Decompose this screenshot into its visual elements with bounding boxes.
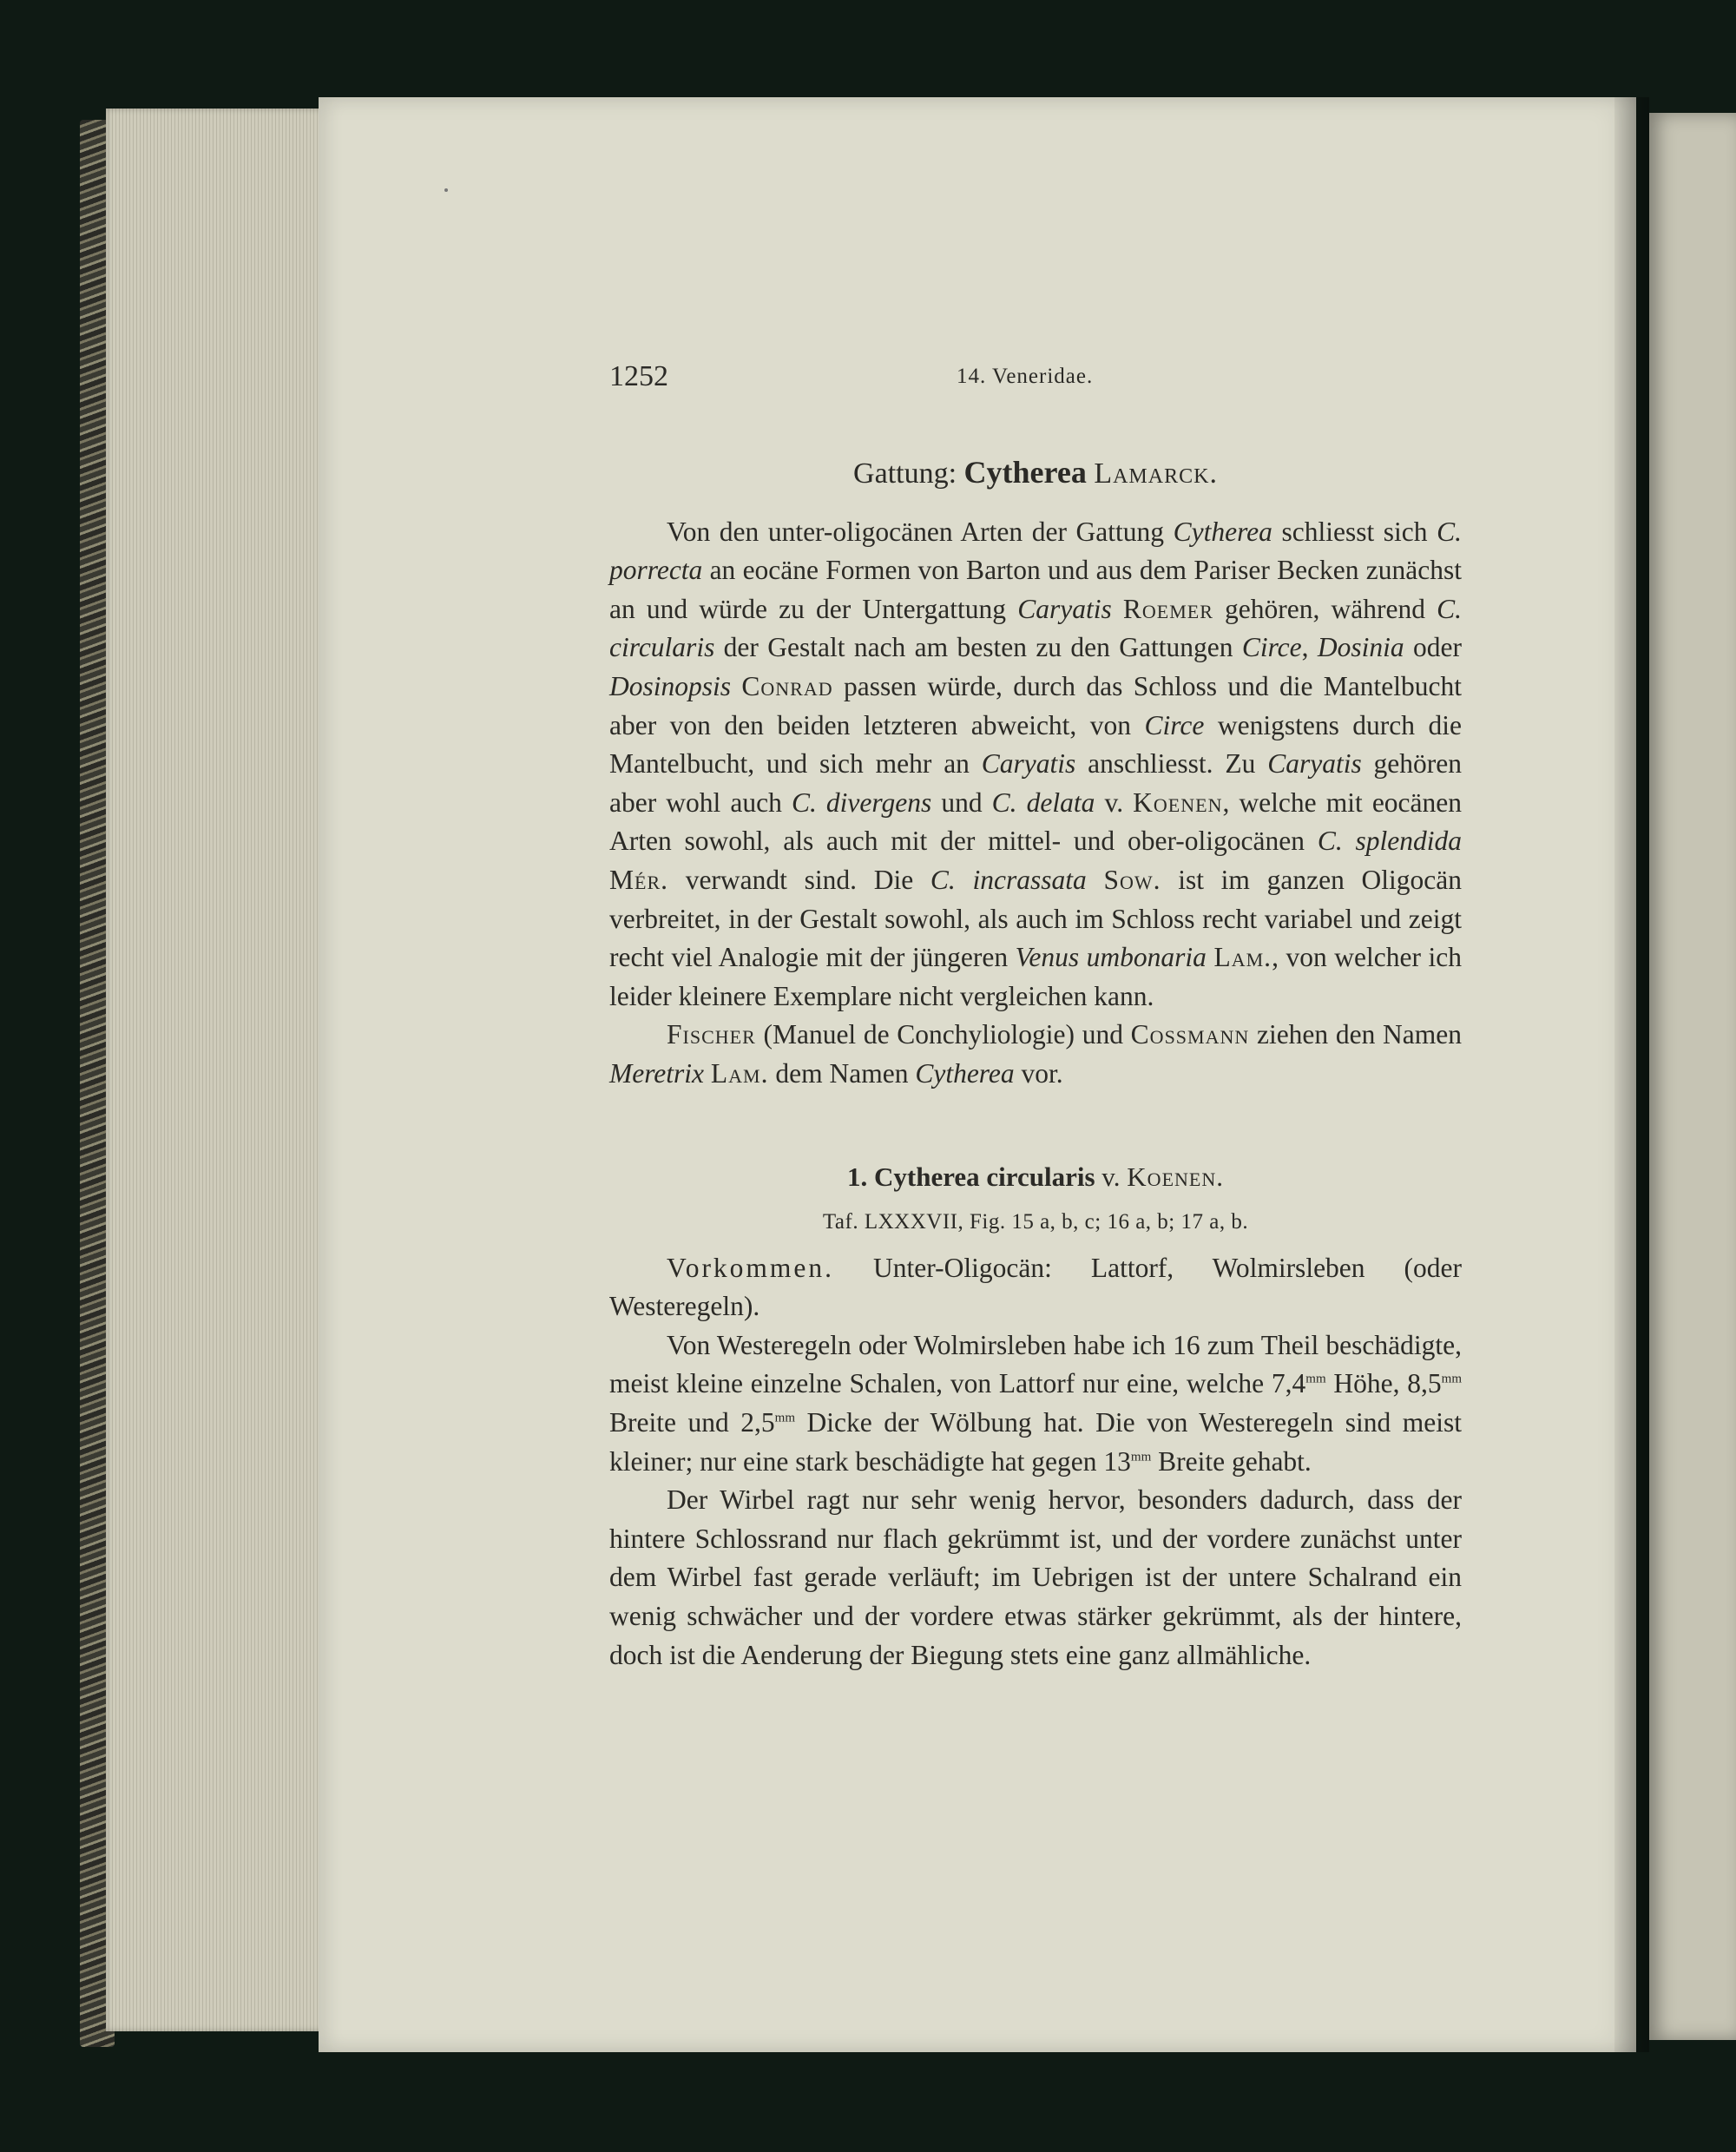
taxon-name: Circe	[1144, 709, 1205, 740]
species-author: Koenen.	[1127, 1161, 1224, 1192]
text-run: ,	[1301, 632, 1318, 663]
author-name: Conrad	[741, 670, 833, 701]
text-run: dem Namen	[768, 1057, 916, 1089]
taxon-name: C. circularis	[609, 593, 1463, 663]
taxon-name: C. delata	[991, 786, 1095, 818]
taxon-name: Caryatis	[981, 748, 1076, 780]
taxon-name: Meretrix	[609, 1057, 705, 1089]
text-run: und	[931, 786, 992, 818]
unit-mm: mm	[1441, 1372, 1462, 1386]
text-run: oder	[1404, 632, 1462, 663]
taxon-name: Dosinia	[1317, 632, 1404, 663]
taxon-name: Venus umbonaria	[1015, 942, 1207, 973]
paragraph-description: Der Wirbel ragt nur sehr wenig hervor, besonders dadurch, dass der hintere Schlossrand nur flach gekrümmt ist, und der vordere zunächst unter dem Wirbel fast gerade verläuft; im Uebrigen ist der untere Schalrand ein wenig schwächer und der vordere etwas stärker gekrümmt, als der hintere, doch ist die Aenderung der Biegung stets eine ganz allmähliche.	[609, 1484, 1462, 1670]
genus-author: Lamarck.	[1094, 457, 1218, 490]
text-run: v.	[1095, 786, 1134, 818]
paragraph-occurrence	[609, 1249, 1462, 1326]
text-run	[704, 1058, 711, 1089]
genus-prefix: Gattung:	[853, 457, 957, 490]
author-name: Koenen	[1133, 786, 1223, 818]
paragraph-specimens	[609, 1326, 1462, 1481]
text-block	[609, 358, 1462, 1675]
author-name: Mér.	[609, 864, 668, 895]
text-run: , von welcher ich leider kleinere Exemplare nicht vergleichen kann.	[609, 942, 1462, 1011]
running-title: 14. Veneridae.	[957, 365, 1094, 388]
taxon-name: Circe	[1241, 632, 1302, 663]
page-number: 1252	[609, 360, 668, 392]
text-run: Von den unter-oligocänen Arten der Gattung	[667, 516, 1174, 547]
text-run	[1112, 594, 1123, 624]
taxon-name: Cytherea	[1173, 516, 1272, 547]
running-head	[609, 358, 1462, 410]
text-run: ziehen den Namen	[1249, 1019, 1462, 1050]
page-stack-edge	[106, 109, 327, 2031]
paragraph-nomenclature	[609, 1016, 1462, 1093]
species-name: Cytherea circularis	[874, 1161, 1095, 1192]
text-run: gehören aber wohl auch	[609, 748, 1463, 818]
taxon-name: Caryatis	[1267, 748, 1362, 780]
text-run: an eocäne Formen von Barton und aus dem Pariser Becken zunächst an und würde zu der Untergattung	[609, 555, 1462, 624]
next-page-edge	[1649, 113, 1736, 2040]
taxon-name: Cytherea	[915, 1057, 1015, 1089]
text-run: vor.	[1014, 1057, 1063, 1089]
text-run: schliesst sich	[1272, 516, 1437, 547]
text-run	[731, 671, 741, 701]
paper-speck	[444, 188, 448, 192]
author-name: Fischer	[667, 1019, 756, 1050]
text-run: anschliesst. Zu	[1075, 748, 1268, 780]
paragraph-intro	[609, 513, 1462, 1017]
text-run: Von Westeregeln oder Wolmirsleben habe ich 16 zum Theil beschädigte, meist kleine einzelne Schalen, von Lattorf nur eine, welche 7,4	[609, 1329, 1462, 1399]
plate-reference: Taf. LXXXVII, Fig. 15 a, b, c; 16 a, b; 17 a, b.	[822, 1210, 1249, 1234]
author-name: Cossmann	[1130, 1019, 1250, 1050]
text-run: Breite und 2,5	[609, 1407, 775, 1438]
occurrence-label: Vorkommen.	[667, 1252, 835, 1283]
text-run: Höhe, 8,5	[1325, 1368, 1442, 1399]
species-heading	[609, 1158, 1462, 1197]
species-author-prefix: v.	[1101, 1161, 1121, 1192]
author-name: Sow.	[1103, 864, 1161, 895]
taxon-name: C. splendida	[1317, 826, 1462, 857]
text-run: ist im ganzen Oligocän verbreitet, in der Gestalt sowohl, als auch im Schloss recht variabel und zeigt recht viel Analogie mit der jüngeren	[609, 864, 1462, 973]
taxon-name: Dosinopsis	[609, 670, 732, 701]
text-run: (Manuel de Conchyliologie) und	[755, 1019, 1131, 1050]
text-run: Dicke der Wölbung hat. Die von Westeregeln sind meist kleiner; nur eine stark beschädigte hat gegen 13	[609, 1407, 1463, 1477]
text-run: gehören, während	[1213, 593, 1437, 624]
unit-mm: mm	[1305, 1372, 1326, 1386]
text-run: der Gestalt nach am besten zu den Gattungen	[714, 632, 1242, 663]
taxon-name: C. incrassata	[930, 864, 1087, 895]
genus-heading	[609, 453, 1462, 494]
text-run: , welche mit eocänen Arten sowohl, als auch mit der mittel- und ober-oligocänen	[609, 786, 1462, 857]
author-name: Roemer	[1122, 593, 1213, 624]
text-run: verwandt sind. Die	[668, 864, 930, 895]
text-run: passen würde, durch das Schloss und die Mantelbucht aber von den beiden letzteren abweicht, von	[609, 670, 1462, 740]
genus-name: Cytherea	[963, 455, 1087, 490]
author-name: Lam.	[1213, 942, 1272, 973]
unit-mm: mm	[1130, 1450, 1152, 1464]
text-run	[1087, 865, 1104, 895]
text-run: Unter-Oligocän: Lattorf, Wolmirsleben (oder Westeregeln).	[609, 1252, 1462, 1322]
gutter-shadow	[1614, 97, 1649, 2052]
text-run: Breite gehabt.	[1151, 1445, 1312, 1477]
text-run: wenigstens durch die Mantelbucht, und sich mehr an	[609, 709, 1462, 780]
taxon-name: Caryatis	[1017, 593, 1112, 624]
unit-mm: mm	[774, 1411, 795, 1425]
taxon-name: C. divergens	[791, 786, 932, 818]
taxon-name: C. porrecta	[609, 516, 1462, 586]
species-number: 1.	[847, 1161, 868, 1192]
author-name: Lam.	[710, 1057, 769, 1089]
